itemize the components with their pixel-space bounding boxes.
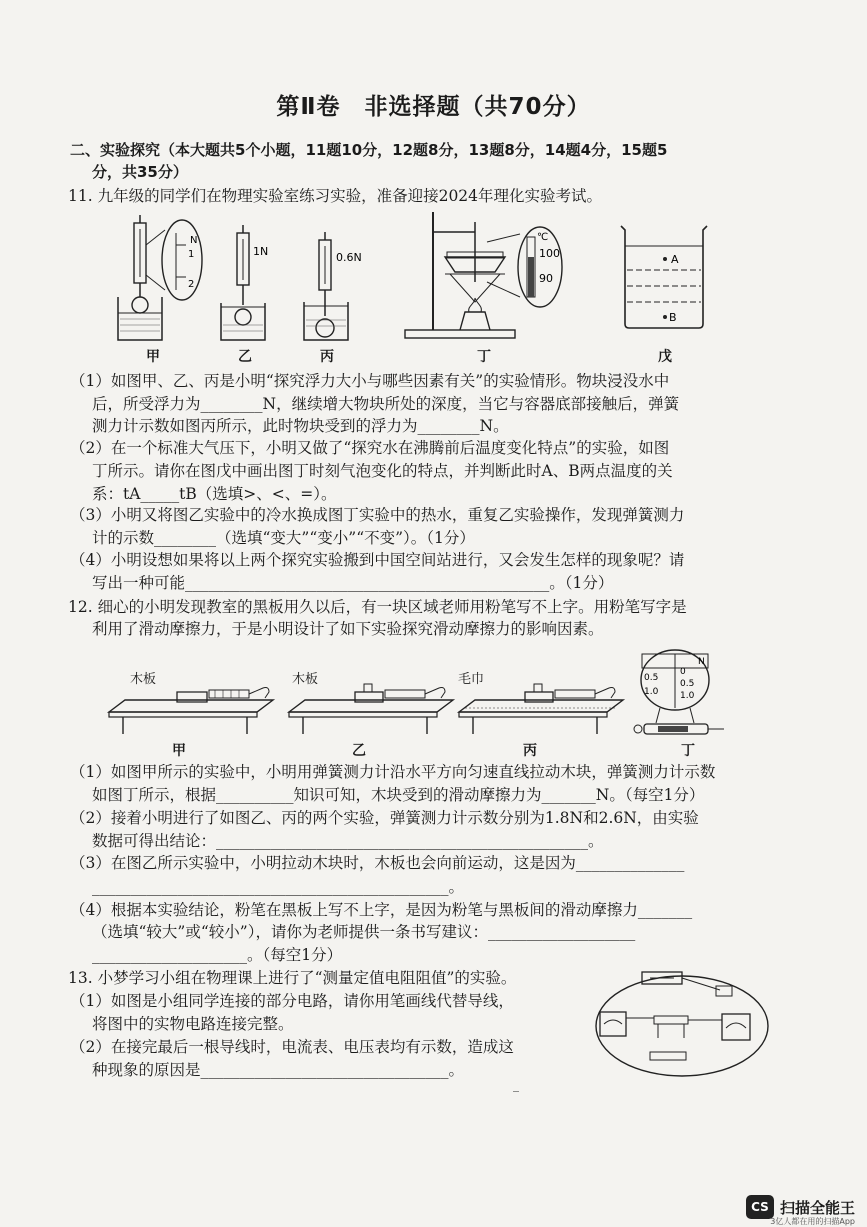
q13-part1-line1: （1）如图是小组同学连接的部分电路，请你用笔画线代替导线， (70, 992, 514, 1010)
section-heading-line1: 二、实验探究（本大题共5个小题，11题10分，12题8分，13题8分，14题4分，15题5 (70, 141, 668, 159)
fig-label-bing: 丙 (320, 349, 334, 365)
q12-surface-bing: 毛巾 (458, 672, 485, 687)
q12-part4-line1: （4）根据本实验结论，粉笔在黑板上写不上字，是因为粉笔与黑板间的滑动摩擦力_______ (70, 901, 693, 919)
q11-figure-yi (215, 225, 295, 355)
q11-part4-line2: 写出一种可能_______________________________________________。（1分） (92, 574, 614, 592)
q11-stem: 11. 九年级的同学们在物理实验室练习实验，准备迎接2024年理化实验考试。 (68, 187, 603, 205)
q12-stem-line2: 利用了滑动摩擦力，于是小明设计了如下实验探究滑动摩擦力的影响因素。 (92, 620, 604, 638)
q12-fig-label-bing: 丙 (523, 743, 537, 759)
q11-part1-line3: 测力计示数如图丙所示，此时物块受到的浮力为________N。 (92, 417, 509, 435)
q13-stem: 13. 小梦学习小组在物理课上进行了“测量定值电阻阻值”的实验。 (68, 969, 517, 987)
q11-part3-line2: 计的示数________（选填“变大”“变小”“不变”）。（1分） (92, 529, 475, 547)
q11-figure-ding (405, 212, 575, 342)
fig-jia-one: 1 (188, 249, 195, 260)
q11-part2-line2: 丁所示。请你在图戊中画出图丁时刻气泡变化的特点，并判断此时A、B两点温度的关 (92, 462, 673, 480)
q12-part2-line2: 数据可得出结论：________________________________________________。 (92, 832, 604, 850)
q11-part2-line1: （2）在一个标准大气压下，小明又做了“探究水在沸腾前后温度变化特点”的实验，如图 (70, 439, 670, 457)
dial-n: N (698, 657, 705, 667)
q13-part2-line2: 种现象的原因是________________________________。 (92, 1061, 465, 1079)
q12-fig-label-ding: 丁 (681, 743, 695, 759)
q12-part3-line1: （3）在图乙所示实验中，小明拉动木块时，木板也会向前运动，这是因为______________ (70, 854, 685, 872)
fig-wu-point-a: A (671, 253, 679, 266)
q11-figure-wu (617, 222, 712, 332)
q11-part4-line1: （4）小明设想如果将以上两个探究实验搬到中国空间站进行，又会发生怎样的现象呢？请 (70, 551, 685, 569)
q13-part2-line1: （2）在接完最后一根导线时，电流表、电压表均有示数，造成这 (70, 1038, 514, 1056)
q12-part4-line2: （选填“较大”或“较小”），请你为老师提供一条书写建议：___________________ (92, 923, 636, 941)
q12-surface-yi: 木板 (292, 672, 319, 687)
q12-figure-ding (630, 648, 740, 748)
fig-ding-90: 90 (539, 272, 553, 285)
q13-circuit-figure (592, 968, 772, 1080)
q12-fig-label-yi: 乙 (352, 743, 366, 759)
scanner-name: 扫描全能王 (779, 1198, 855, 1217)
q11-part1-line2: 后，所受浮力为________N，继续增大物块所处的深度，当它与容器底部接触后，弹簧 (92, 395, 680, 413)
dial-c: 0 (680, 667, 686, 677)
q11-figure-jia (110, 215, 210, 355)
q13-part1-line2: 将图中的实物电路连接完整。 (92, 1015, 294, 1033)
fig-label-wu: 戊 (658, 349, 672, 365)
fig-label-ding: 丁 (477, 349, 491, 365)
fig-bing-force: 0.6N (336, 251, 362, 264)
fig-ding-100: 100 (539, 247, 560, 260)
fig-label-jia: 甲 (146, 349, 160, 365)
fig-jia-n: N (190, 235, 198, 246)
q12-surface-jia: 木板 (130, 672, 157, 687)
dial-d: 0.5 (680, 679, 695, 689)
stray-mark: ‾ (513, 1089, 519, 1103)
fig-jia-two: 2 (188, 279, 195, 290)
fig-yi-force: 1N (253, 245, 269, 258)
scanner-tagline: 3亿人都在用的扫描App (770, 1217, 855, 1226)
scanner-logo: CS (746, 1195, 774, 1219)
q12-part1-line2: 如图丁所示，根据__________知识可知，木块受到的滑动摩擦力为_______N。（每空1分） (92, 786, 705, 804)
dial-b: 1.0 (644, 687, 659, 697)
q11-part1-line1: （1）如图甲、乙、丙是小明“探究浮力大小与哪些因素有关”的实验情形。物块浸没水中 (70, 372, 670, 390)
dial-e: 1.0 (680, 691, 695, 701)
q12-stem-line1: 12. 细心的小明发现教室的黑板用久以后，有一块区域老师用粉笔写不上字。用粉笔写字是 (68, 598, 687, 616)
section-heading-line2: 分，共35分） (92, 163, 188, 181)
q12-part2-line1: （2）接着小明进行了如图乙、丙的两个实验，弹簧测力计示数分别为1.8N和2.6N，由实验 (70, 809, 699, 827)
fig-ding-celsius: ℃ (537, 232, 549, 243)
q11-part2-line3: 系：tA_____tB（选填>、<、=）。 (92, 485, 337, 503)
fig-wu-point-b: B (669, 311, 677, 324)
fig-label-yi: 乙 (238, 349, 252, 365)
q12-part4-line3: ____________________。（每空1分） (92, 946, 343, 964)
q11-figure-bing (300, 232, 380, 357)
dial-a: 0.5 (644, 673, 659, 683)
page-title: 第Ⅱ卷 非选择题（共70分） (276, 94, 591, 120)
q12-fig-label-jia: 甲 (172, 743, 186, 759)
q11-part3-line1: （3）小明又将图乙实验中的冷水换成图丁实验中的热水，重复乙实验操作，发现弹簧测力 (70, 506, 685, 524)
q12-part3-line2: ______________________________________________。 (92, 878, 465, 896)
q12-part1-line1: （1）如图甲所示的实验中，小明用弹簧测力计沿水平方向匀速直线拉动木块，弹簧测力计示数 (70, 763, 716, 781)
